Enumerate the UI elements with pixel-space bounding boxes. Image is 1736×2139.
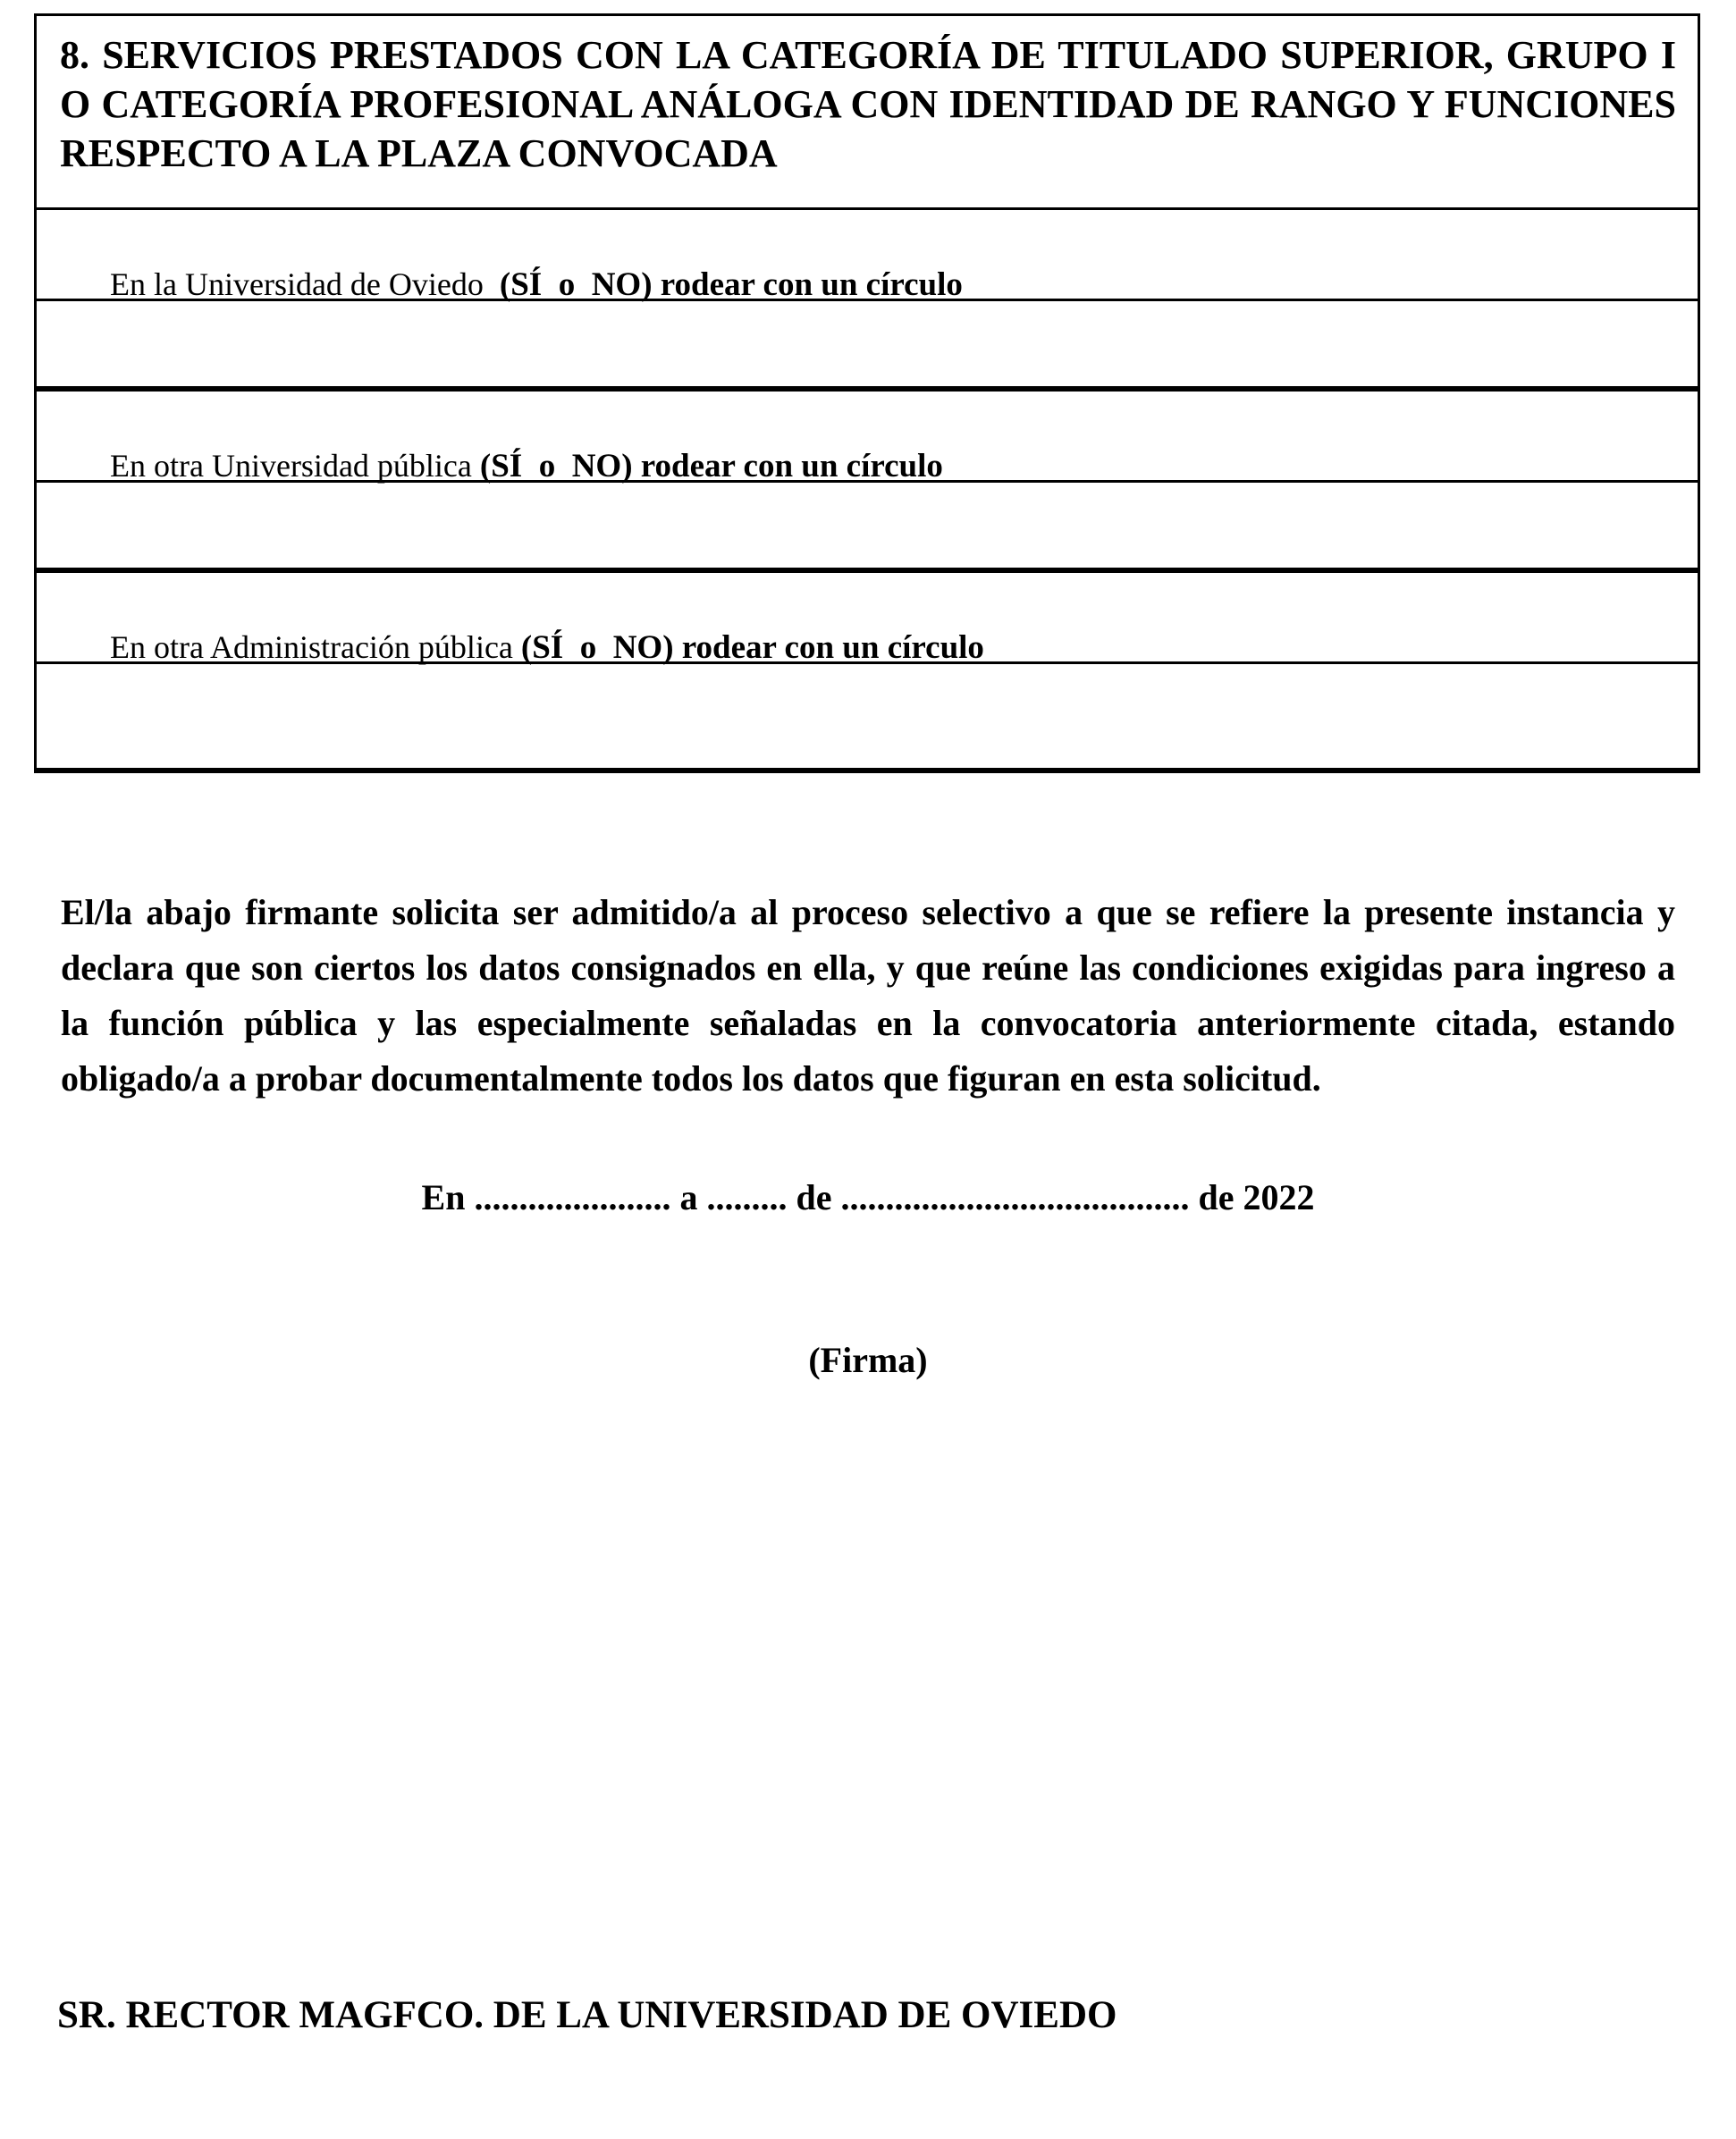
row-sino-otra-administracion: (SÍ o NO) rodear con un círculo [520,629,984,666]
table-row-universidad-oviedo [37,210,1698,301]
table-row-otra-universidad [37,392,1698,483]
row-sino-universidad-oviedo: (SÍ o NO) rodear con un círculo [499,266,963,303]
table-header: 8. SERVICIOS PRESTADOS CON LA CATEGORÍA DE TITULADO SUPERIOR, GRUPO I O CATEGORÍA PROFESIONAL ANÁLOGA CON IDENTIDAD DE RANGO Y FUNCIONES RESPECTO A LA PLAZA CONVOCADA [37,16,1698,210]
signature-label: (Firma) [808,1340,928,1380]
row-sino-otra-universidad: (SÍ o NO) rodear con un círculo [479,448,943,484]
services-table [34,13,1700,773]
answer-cell-otra-universidad [37,483,1698,573]
row-label-otra-administracion: En otra Administración pública [110,629,521,665]
row-label-universidad-oviedo: En la Universidad de Oviedo [110,266,500,302]
answer-cell-universidad-oviedo [37,301,1698,392]
row-label-otra-universidad: En otra Universidad pública [110,448,480,484]
declaration-paragraph: El/la abajo firmante solicita ser admitido/a al proceso selectivo a que se refiere la presente instancia y declara que son ciertos los datos consignados en ella, y que reúne las condiciones exigidas para ingreso a la función pública y las especialmente señaladas en la convocatoria anteriormente citada, estando obligado/a a probar documentalmente todos los datos que figuran en esta solicitud. [61,892,1675,1099]
table-row-otra-administracion [37,573,1698,664]
date-fill-in-line: En ...................... a ......... de ....................................... de 2022 [421,1177,1315,1217]
answer-cell-otra-administracion [37,664,1698,768]
addressee-line: SR. RECTOR MAGFCO. DE LA UNIVERSIDAD DE OVIEDO [57,1994,1117,2036]
